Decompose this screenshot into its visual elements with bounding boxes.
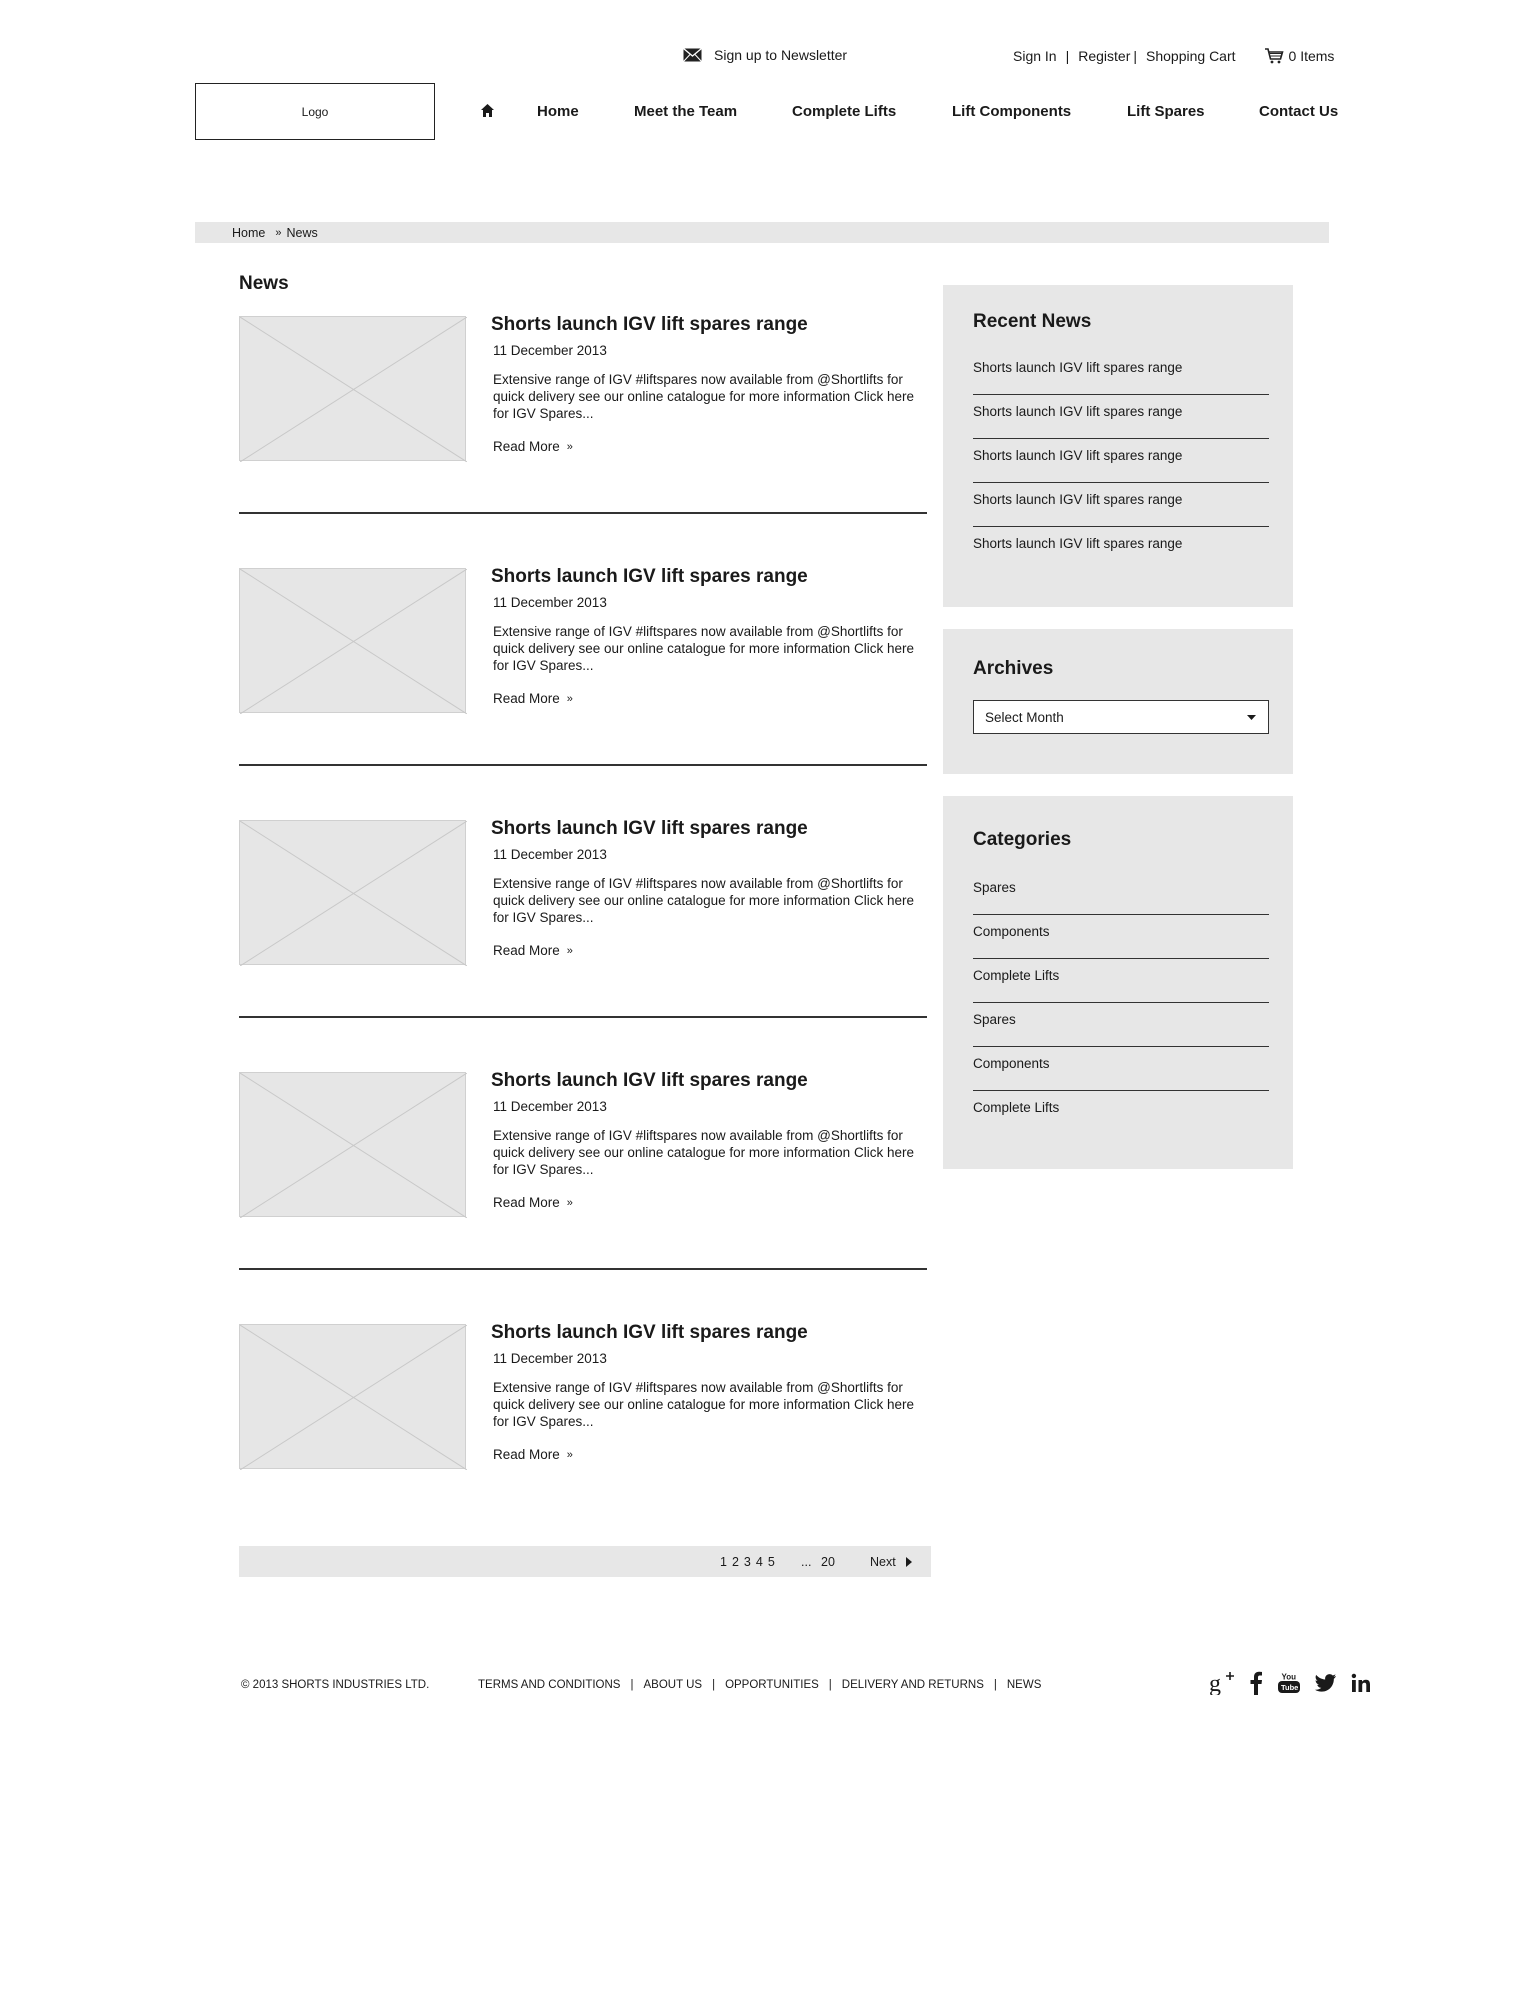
read-more-label: Read More [493, 439, 560, 454]
page-link[interactable]: 1 [720, 1555, 727, 1569]
read-more-label: Read More [493, 1195, 560, 1210]
page-title: News [239, 273, 289, 294]
article-date: 11 December 2013 [493, 847, 607, 862]
article-title[interactable]: Shorts launch IGV lift spares range [491, 566, 808, 587]
main-navigation [0, 103, 1524, 123]
recent-news-item[interactable]: Shorts launch IGV lift spares range [973, 395, 1269, 439]
article-excerpt: Extensive range of IGV #liftspares now available from @Shortlifts for quick delivery see our online catalogue for more information Click here for IGV Spares... [493, 1128, 914, 1177]
article-image-placeholder[interactable] [239, 820, 466, 965]
shopping-cart-link[interactable]: Shopping Cart [1146, 48, 1236, 64]
sign-in-link[interactable]: Sign In [1013, 48, 1057, 64]
linkedin-icon[interactable] [1351, 1673, 1371, 1693]
nav-lift-components[interactable]: Lift Components [952, 103, 1072, 120]
page-link[interactable]: 4 [755, 1555, 763, 1569]
account-nav [1013, 48, 1334, 64]
category-item[interactable]: Components [973, 1047, 1269, 1091]
month-select-value: Select Month [985, 709, 1064, 725]
news-article [239, 316, 927, 516]
article-date: 11 December 2013 [493, 343, 607, 358]
article-date: 11 December 2013 [493, 595, 607, 610]
triangle-right-icon [906, 1557, 912, 1567]
image-placeholder-icon [240, 1073, 467, 1218]
recent-news-title: Recent News [973, 311, 1092, 332]
news-article [239, 820, 927, 1020]
news-article [239, 1072, 927, 1272]
article-date: 11 December 2013 [493, 1351, 607, 1366]
article-image-placeholder[interactable] [239, 1072, 466, 1217]
article-image-placeholder[interactable] [239, 316, 466, 461]
image-placeholder-icon [240, 821, 467, 966]
image-placeholder-icon [240, 569, 467, 714]
double-chevron-right-icon: » [566, 440, 573, 453]
article-divider [239, 764, 927, 766]
breadcrumb-home[interactable]: Home [232, 225, 266, 240]
article-title[interactable]: Shorts launch IGV lift spares range [491, 314, 808, 335]
image-placeholder-icon [240, 317, 467, 462]
month-select[interactable] [973, 700, 1269, 734]
youtube-icon-text: You [1281, 1672, 1297, 1682]
newsletter-label: Sign up to Newsletter [714, 47, 848, 63]
article-divider [239, 1016, 927, 1018]
recent-news-item[interactable]: Shorts launch IGV lift spares range [973, 351, 1269, 395]
separator: | [1065, 48, 1070, 64]
page-numbers [720, 1555, 780, 1569]
archives-title: Archives [973, 658, 1054, 679]
news-article [239, 1324, 927, 1524]
logo-label: Logo [301, 104, 329, 119]
article-excerpt: Extensive range of IGV #liftspares now available from @Shortlifts for quick delivery see our online catalogue for more information Click here for IGV Spares... [493, 876, 914, 925]
recent-news-list [973, 351, 1269, 571]
nav-lift-spares[interactable]: Lift Spares [1127, 103, 1205, 120]
separator: | [1133, 48, 1138, 64]
double-chevron-right-icon: » [566, 692, 573, 705]
read-more-link[interactable] [493, 1195, 573, 1210]
pagination [239, 1546, 931, 1577]
read-more-label: Read More [493, 1447, 560, 1462]
article-date: 11 December 2013 [493, 1099, 607, 1114]
next-label: Next [870, 1555, 896, 1569]
double-chevron-right-icon: » [566, 1196, 573, 1209]
social-links [1209, 1671, 1385, 1695]
image-placeholder-icon [240, 1325, 467, 1470]
footer-link[interactable]: DELIVERY AND RETURNS [841, 1679, 984, 1691]
nav-contact-us[interactable]: Contact Us [1259, 103, 1339, 120]
breadcrumb-current: News [286, 225, 318, 240]
pagination-ellipsis: ... [801, 1555, 812, 1569]
article-excerpt: Extensive range of IGV #liftspares now available from @Shortlifts for quick delivery see our online catalogue for more information Click here for IGV Spares... [493, 624, 914, 673]
footer-link[interactable]: OPPORTUNITIES [725, 1679, 819, 1691]
footer-separator: | [993, 1679, 997, 1691]
category-item[interactable]: Complete Lifts [973, 959, 1269, 1003]
double-chevron-right-icon: » [566, 1448, 573, 1461]
google-plus-icon[interactable] [1209, 1671, 1235, 1695]
recent-news-item[interactable]: Shorts launch IGV lift spares range [973, 439, 1269, 483]
register-link[interactable]: Register [1078, 48, 1131, 64]
recent-news-item[interactable]: Shorts launch IGV lift spares range [973, 483, 1269, 527]
article-divider [239, 1268, 927, 1270]
svg-text:g: g [1209, 1671, 1221, 1695]
category-item[interactable]: Components [973, 915, 1269, 959]
article-image-placeholder[interactable] [239, 568, 466, 713]
breadcrumb-separator: » [275, 226, 282, 239]
facebook-icon[interactable] [1249, 1671, 1263, 1695]
footer-separator: | [828, 1679, 832, 1691]
read-more-link[interactable] [493, 691, 573, 706]
read-more-link[interactable] [493, 1447, 573, 1462]
article-excerpt: Extensive range of IGV #liftspares now available from @Shortlifts for quick delivery see our online catalogue for more information Click here for IGV Spares... [493, 1380, 914, 1429]
page-link-last[interactable]: 20 [821, 1555, 835, 1569]
nav-complete-lifts[interactable]: Complete Lifts [792, 103, 897, 120]
shopping-cart-icon [1264, 48, 1284, 64]
caret-down-icon [1247, 715, 1256, 720]
read-more-link[interactable] [493, 439, 573, 454]
categories-title: Categories [973, 829, 1072, 850]
footer-links [478, 1679, 1041, 1691]
copyright: © 2013 SHORTS INDUSTRIES LTD. [241, 1679, 430, 1691]
read-more-label: Read More [493, 691, 560, 706]
categories-panel [943, 796, 1293, 1169]
nav-meet-the-team[interactable]: Meet the Team [634, 103, 738, 120]
read-more-link[interactable] [493, 943, 573, 958]
footer-separator: | [630, 1679, 634, 1691]
double-chevron-right-icon: » [566, 944, 573, 957]
twitter-icon[interactable] [1315, 1674, 1337, 1692]
article-divider [239, 512, 927, 514]
article-title[interactable]: Shorts launch IGV lift spares range [491, 818, 808, 839]
youtube-icon[interactable] [1277, 1671, 1301, 1695]
article-image-placeholder[interactable] [239, 1324, 466, 1469]
footer-link[interactable]: TERMS AND CONDITIONS [478, 1679, 621, 1691]
read-more-label: Read More [493, 943, 560, 958]
news-article [239, 568, 927, 768]
nav-home[interactable]: Home [537, 103, 579, 120]
category-item[interactable]: Spares [973, 871, 1269, 915]
article-title[interactable]: Shorts launch IGV lift spares range [491, 1322, 808, 1343]
envelope-icon [683, 48, 702, 62]
page-link[interactable]: 3 [743, 1555, 751, 1569]
cart-count: 0 Items [1288, 48, 1335, 64]
recent-news-item[interactable]: Shorts launch IGV lift spares range [973, 536, 1183, 551]
next-page-button[interactable] [870, 1555, 912, 1569]
categories-list [973, 871, 1269, 1135]
recent-news-panel [943, 285, 1293, 607]
article-title[interactable]: Shorts launch IGV lift spares range [491, 1070, 808, 1091]
footer-separator: | [712, 1679, 716, 1691]
article-excerpt: Extensive range of IGV #liftspares now available from @Shortlifts for quick delivery see our online catalogue for more information Click here for IGV Spares... [493, 372, 914, 421]
breadcrumb [195, 222, 1329, 243]
footer-link[interactable]: ABOUT US [643, 1679, 703, 1691]
footer-link[interactable]: NEWS [1006, 1679, 1042, 1691]
page-link[interactable]: 5 [767, 1555, 775, 1569]
page-link[interactable]: 2 [731, 1555, 739, 1569]
archives-panel [943, 629, 1293, 774]
category-item[interactable]: Spares [973, 1003, 1269, 1047]
newsletter-link[interactable] [683, 47, 847, 63]
youtube-icon-text: Tube [1281, 1683, 1299, 1692]
category-item[interactable]: Complete Lifts [973, 1100, 1060, 1115]
cart-button[interactable] [1264, 48, 1335, 64]
